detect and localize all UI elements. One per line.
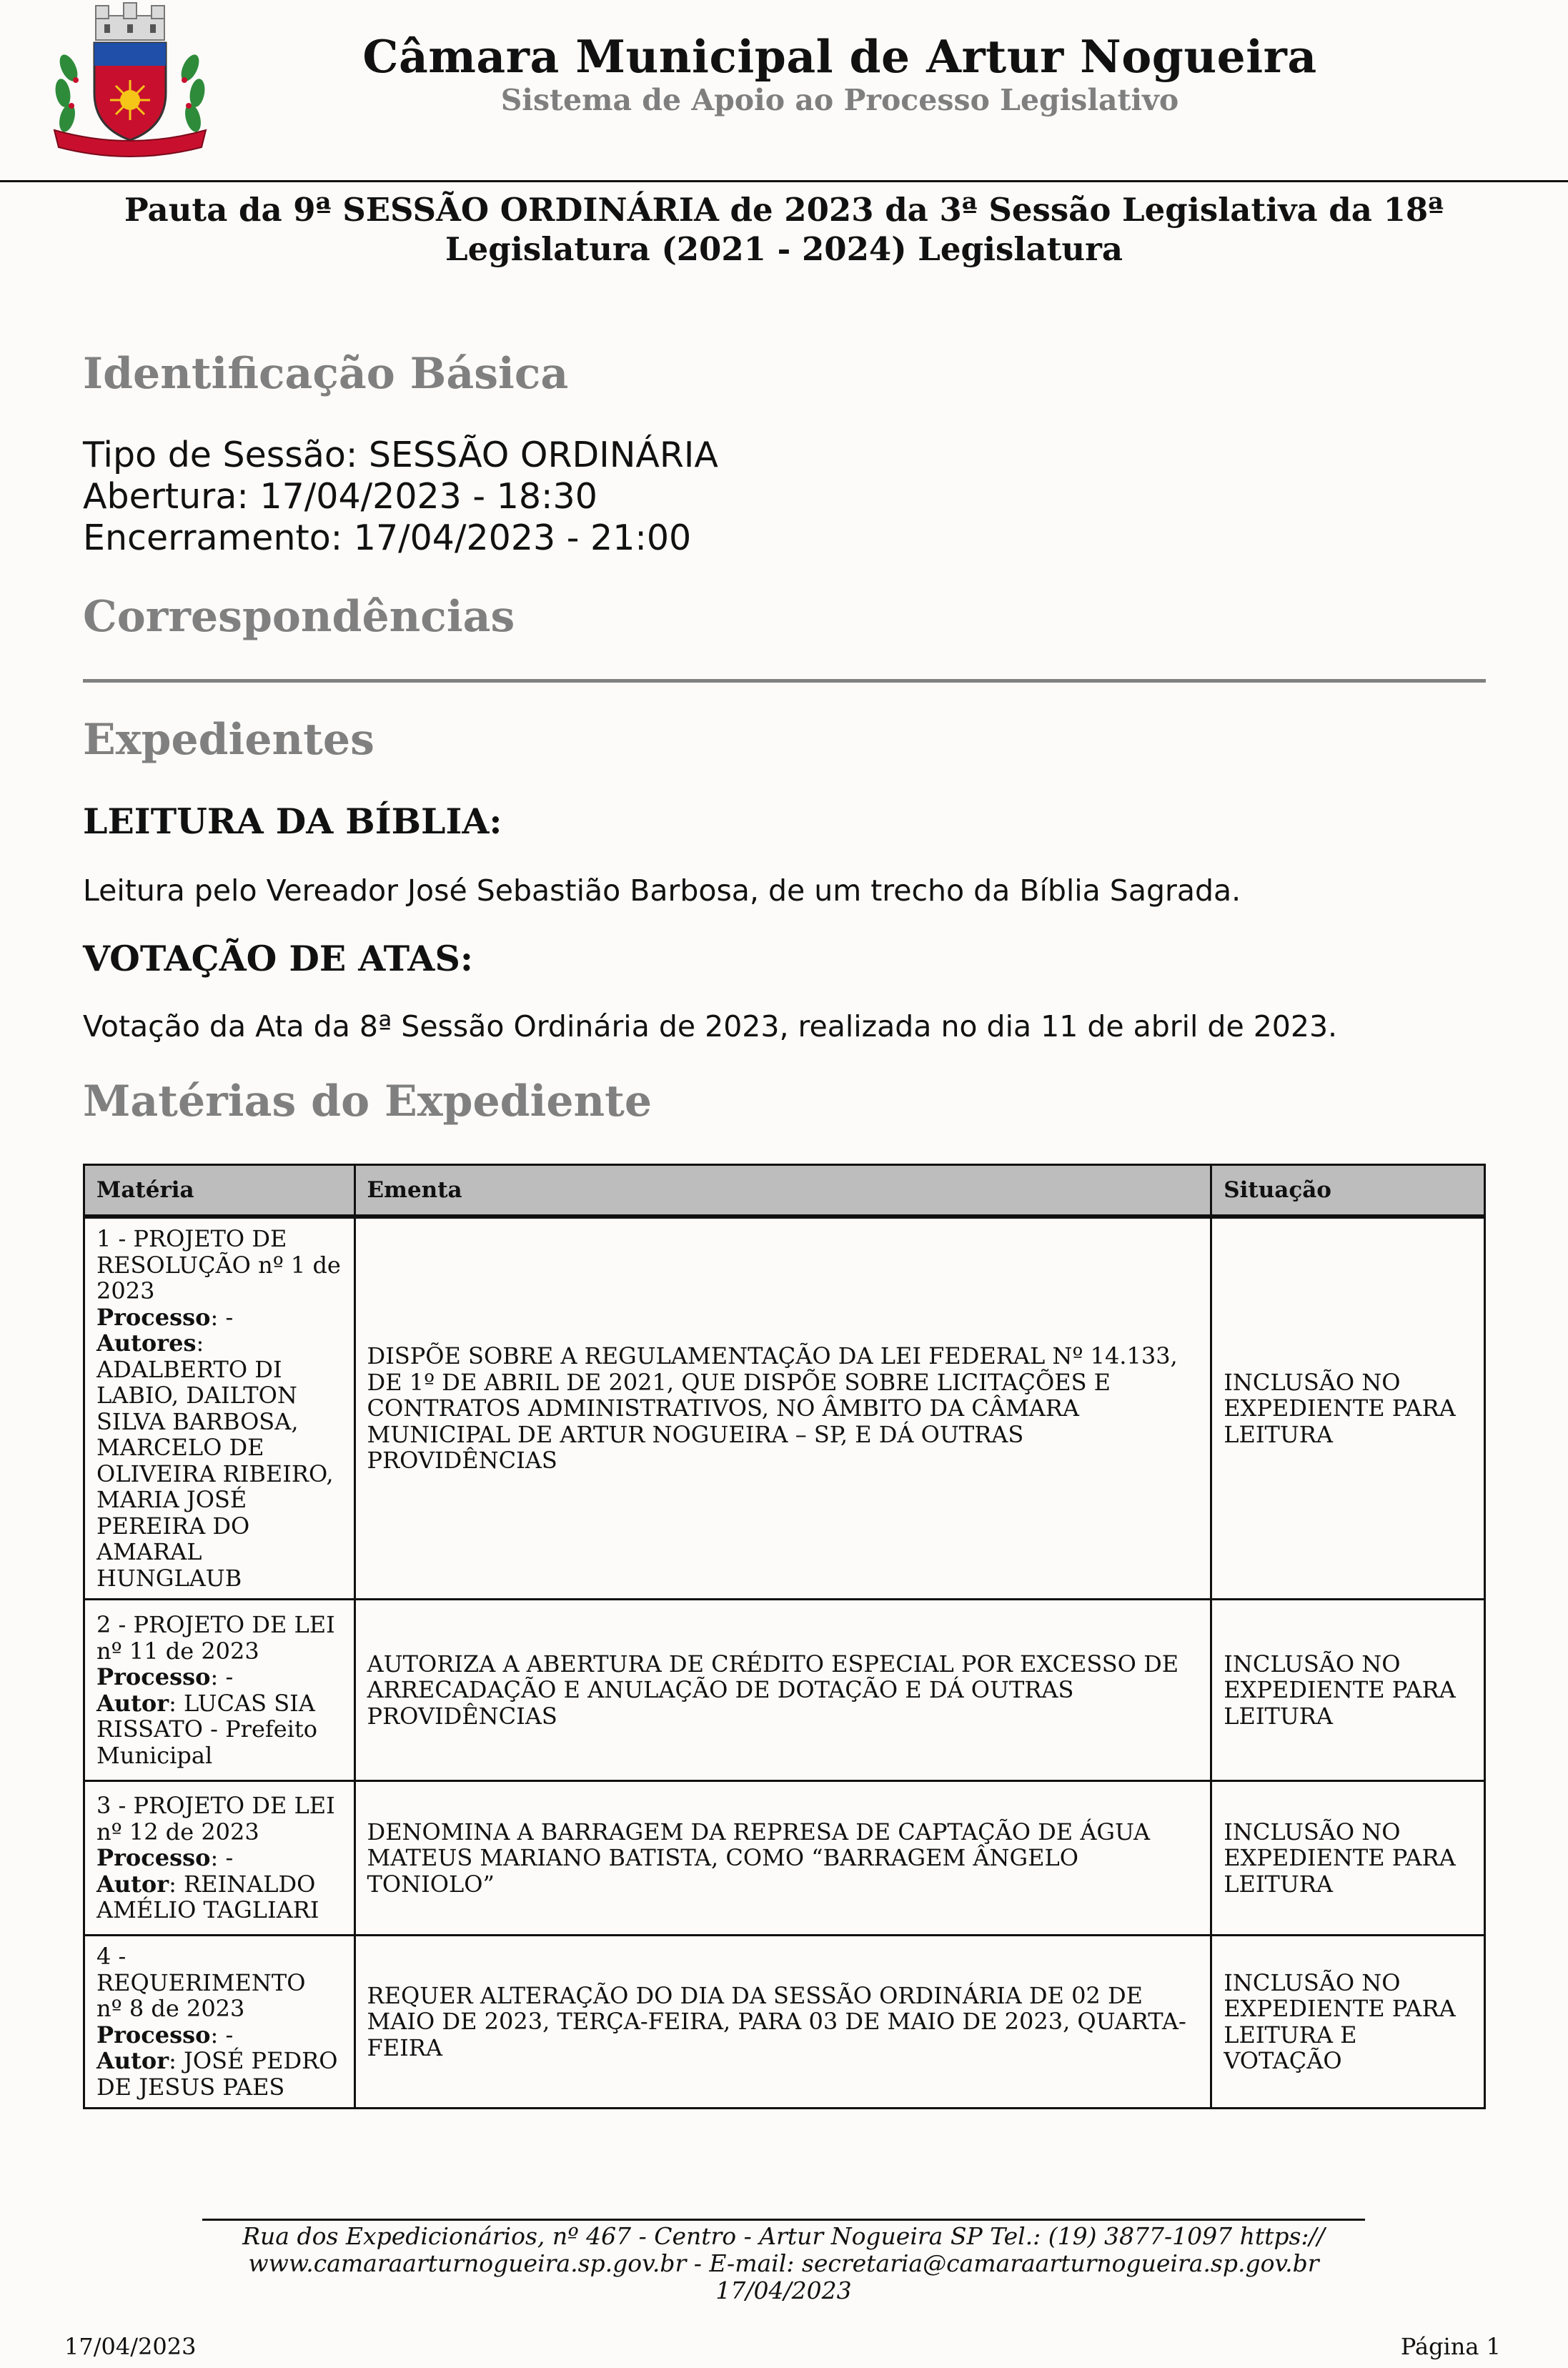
situacao-line: INCLUSÃO NO xyxy=(1224,1650,1401,1678)
pauta-title-line: Legislatura (2021 - 2024) Legislatura xyxy=(445,230,1123,268)
situacao-line: EXPEDIENTE PARA xyxy=(1224,1995,1456,2022)
leitura-heading: LEITURA DA BÍBLIA: xyxy=(83,801,502,842)
column-header-ementa: Ementa xyxy=(354,1165,1211,1217)
situacao-line: INCLUSÃO NO xyxy=(1224,1818,1401,1846)
processo-label: Processo xyxy=(96,1844,211,1872)
autor-name-line: LABIO, DAILTON xyxy=(96,1382,297,1409)
situacao-line: INCLUSÃO NO xyxy=(1224,1368,1401,1396)
ementa-line: MATEUS MARIANO BATISTA, COMO “BARRAGEM ÂNGELO xyxy=(367,1844,1078,1872)
footer-line: 17/04/2023 xyxy=(715,2277,852,2304)
materia-autor xyxy=(96,1690,342,1717)
autor-value: : REINALDO xyxy=(169,1870,316,1898)
ementa-line: CONTRATOS ADMINISTRATIVOS, NO ÂMBITO DA CÂMARA xyxy=(367,1394,1079,1422)
ementa-line: MAIO DE 2023, TERÇA-FEIRA, PARA 03 DE MAIO DE 2023, QUARTA- xyxy=(367,2008,1186,2036)
situacao-cell xyxy=(1211,1936,1485,2109)
materia-autor xyxy=(96,2048,342,2074)
materias-table xyxy=(83,1164,1486,2109)
situacao-cell xyxy=(1211,1600,1485,1781)
ementa-cell xyxy=(354,1781,1211,1936)
ementa-line: TONIOLO” xyxy=(367,1870,495,1898)
ementa-cell xyxy=(354,1936,1211,2109)
autor-name-line: MARCELO DE xyxy=(96,1434,264,1461)
processo-label: Processo xyxy=(96,1303,211,1331)
ementa-line: PROVIDÊNCIAS xyxy=(367,1447,557,1475)
situacao-line: LEITURA E VOTAÇÃO xyxy=(1224,2021,1357,2074)
ementa-line: REQUER ALTERAÇÃO DO DIA DA SESSÃO ORDINÁRIA DE 02 DE xyxy=(367,1981,1143,2009)
session-identification xyxy=(83,435,718,559)
materia-title: 4 - REQUERIMENTO xyxy=(96,1943,306,1996)
situacao-line: LEITURA xyxy=(1224,1702,1333,1730)
situacao-cell xyxy=(1211,1781,1485,1936)
situacao-line: EXPEDIENTE PARA xyxy=(1224,1844,1456,1872)
materia-cell xyxy=(84,1936,355,2109)
autor-label: Autor xyxy=(96,1870,169,1898)
situacao-line: INCLUSÃO NO xyxy=(1224,1968,1401,1996)
situacao-cell xyxy=(1211,1217,1485,1600)
materia-autor xyxy=(96,1330,342,1357)
ementa-line: FEIRA xyxy=(367,2033,442,2061)
autor-value: : xyxy=(196,1329,204,1357)
column-header-situacao: Situação xyxy=(1211,1165,1485,1217)
situacao-line: EXPEDIENTE PARA xyxy=(1224,1676,1456,1704)
ementa-line: PROVIDÊNCIAS xyxy=(367,1702,557,1730)
ementa-line: AUTORIZA A ABERTURA DE CRÉDITO ESPECIAL POR EXCESSO DE xyxy=(367,1650,1179,1678)
autor-label: Autor xyxy=(96,1689,169,1717)
autor-name-line: AMARAL HUNGLAUB xyxy=(96,1538,242,1592)
materia-processo xyxy=(96,1304,342,1331)
autor-name-line: AMÉLIO TAGLIARI xyxy=(96,1896,319,1924)
materia-processo xyxy=(96,2022,342,2049)
coat-of-arms-icon xyxy=(47,0,213,163)
materia-title: RESOLUÇÃO nº 1 de xyxy=(96,1251,341,1279)
materia-title: 1 - PROJETO DE xyxy=(96,1225,287,1252)
materia-title: 2023 xyxy=(96,1277,155,1304)
autor-name-line: PEREIRA DO xyxy=(96,1512,250,1540)
table-row xyxy=(84,1936,1485,2109)
autor-value: : JOSÉ PEDRO xyxy=(169,2047,338,2074)
votacao-text: Votação da Ata da 8ª Sessão Ordinária de 2023, realizada no dia 11 de abril de 2023. xyxy=(83,1009,1338,1044)
autor-value: : LUCAS SIA xyxy=(169,1689,315,1717)
ementa-line: ARRECADAÇÃO E ANULAÇÃO DE DOTAÇÃO E DÁ OUTRAS xyxy=(367,1676,1074,1704)
ementa-cell xyxy=(354,1600,1211,1781)
footer-date: 17/04/2023 xyxy=(64,2333,197,2360)
materia-cell xyxy=(84,1781,355,1936)
materia-autor xyxy=(96,1871,342,1898)
table-header-row xyxy=(84,1165,1485,1217)
processo-value: : - xyxy=(210,1844,234,1872)
ementa-line: MUNICIPAL DE ARTUR NOGUEIRA – SP, E DÁ OUTRAS xyxy=(367,1420,1024,1448)
materia-title: 2 - PROJETO DE LEI xyxy=(96,1611,335,1638)
session-closing: Encerramento: 17/04/2023 - 21:00 xyxy=(83,517,692,558)
table-row xyxy=(84,1217,1485,1600)
section-divider xyxy=(83,679,1486,683)
ementa-line: DENOMINA A BARRAGEM DA REPRESA DE CAPTAÇÃO DE ÁGUA xyxy=(367,1818,1151,1846)
footer-line: www.camaraarturnogueira.sp.gov.br - E-mail: secretaria@camaraarturnogueira.sp.gov.br xyxy=(248,2249,1319,2277)
autor-name-line: Municipal xyxy=(96,1741,213,1769)
footer-address xyxy=(202,2223,1365,2304)
table-row xyxy=(84,1600,1485,1781)
materia-title: nº 12 de 2023 xyxy=(96,1818,259,1846)
autor-name-line: SILVA BARBOSA, xyxy=(96,1407,299,1435)
situacao-line: LEITURA xyxy=(1224,1870,1333,1898)
section-heading-materias: Matérias do Expediente xyxy=(83,1076,652,1126)
section-heading-expedientes: Expedientes xyxy=(83,715,374,765)
materia-cell xyxy=(84,1600,355,1781)
system-subtitle: Sistema de Apoio ao Processo Legislativo xyxy=(500,83,1179,117)
materia-title: 3 - PROJETO DE LEI xyxy=(96,1792,335,1820)
autor-name-line: RISSATO - Prefeito xyxy=(96,1715,318,1743)
ementa-line: DISPÕE SOBRE A REGULAMENTAÇÃO DA LEI FEDERAL Nº 14.133, xyxy=(367,1342,1178,1370)
section-heading-identificacao: Identificação Básica xyxy=(83,349,569,399)
materia-processo xyxy=(96,1845,342,1871)
ementa-cell xyxy=(354,1217,1211,1600)
situacao-line: EXPEDIENTE PARA xyxy=(1224,1394,1456,1422)
materia-processo xyxy=(96,1664,342,1690)
processo-value: : - xyxy=(210,2021,234,2049)
autor-name-line: OLIVEIRA RIBEIRO, xyxy=(96,1460,334,1487)
autor-label: Autor xyxy=(96,2047,169,2074)
section-heading-correspondencias: Correspondências xyxy=(83,592,515,642)
autor-name-line: MARIA JOSÉ xyxy=(96,1486,247,1513)
processo-label: Processo xyxy=(96,1663,211,1690)
materia-cell xyxy=(84,1217,355,1600)
page-header xyxy=(0,0,1568,182)
processo-label: Processo xyxy=(96,2021,211,2049)
footer-divider xyxy=(202,2219,1365,2221)
materias-table-body xyxy=(84,1217,1485,2109)
column-header-materia: Matéria xyxy=(84,1165,355,1217)
table-row xyxy=(84,1781,1485,1936)
pauta-title-line: Pauta da 9ª SESSÃO ORDINÁRIA de 2023 da 3ª Sessão Legislativa da 18ª xyxy=(124,191,1444,229)
materia-title: nº 8 de 2023 xyxy=(96,1995,245,2022)
page-number: Página 1 xyxy=(1400,2333,1501,2360)
session-opening: Abertura: 17/04/2023 - 18:30 xyxy=(83,476,597,517)
autor-name-line: DE JESUS PAES xyxy=(96,2073,285,2101)
processo-value: : - xyxy=(210,1663,234,1690)
ementa-line: DE 1º DE ABRIL DE 2021, QUE DISPÕE SOBRE LICITAÇÕES E xyxy=(367,1368,1111,1396)
session-type: Tipo de Sessão: SESSÃO ORDINÁRIA xyxy=(83,435,718,475)
votacao-heading: VOTAÇÃO DE ATAS: xyxy=(83,938,473,979)
leitura-text: Leitura pelo Vereador José Sebastião Barbosa, de um trecho da Bíblia Sagrada. xyxy=(83,873,1241,908)
footer-line: Rua dos Expedicionários, nº 467 - Centro - Artur Nogueira SP Tel.: (19) 3877-1097 https:// xyxy=(242,2222,1325,2250)
processo-value: : - xyxy=(210,1303,234,1331)
pauta-title xyxy=(71,190,1497,269)
materia-title: nº 11 de 2023 xyxy=(96,1637,259,1665)
autor-label: Autores xyxy=(96,1329,197,1357)
autor-name-line: ADALBERTO DI xyxy=(96,1355,282,1383)
institution-title: Câmara Municipal de Artur Nogueira xyxy=(362,30,1317,83)
situacao-line: LEITURA xyxy=(1224,1420,1333,1448)
